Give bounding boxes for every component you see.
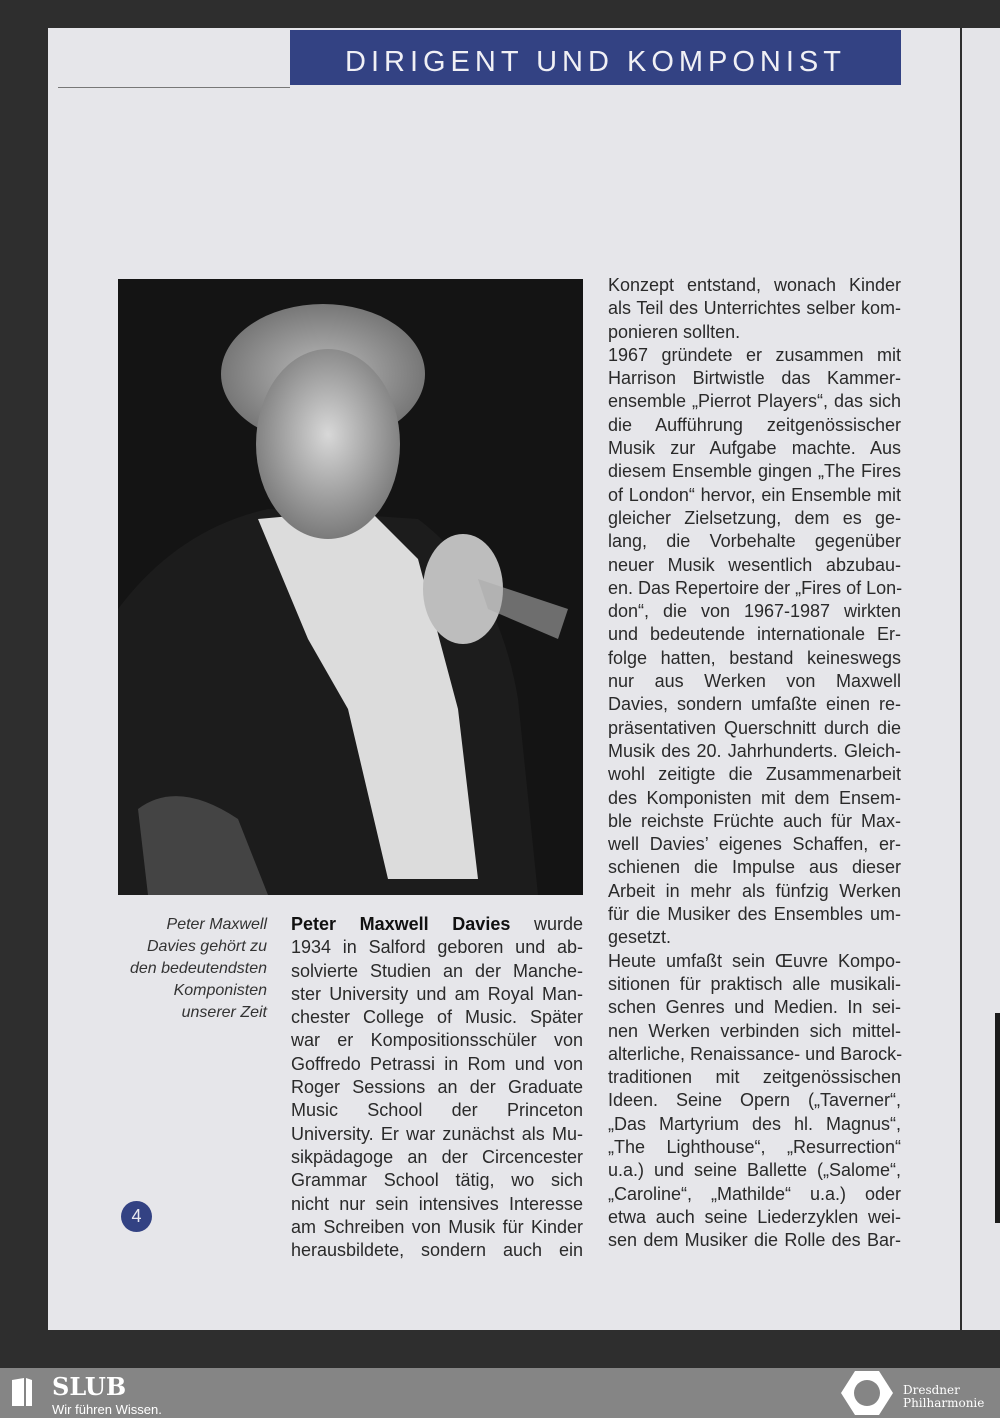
text-line: Musik des 20. Jahrhunderts. Gleich- [608,740,901,761]
text-line: sikpädagoge an der Circencester [291,1146,583,1167]
text-line: sen dem Musiker die Rolle des Bar- [608,1230,901,1251]
caption-line: Peter Maxwell [166,916,267,933]
caption-line: Komponisten [173,982,267,999]
text-line: nur aus Werken von Maxwell [608,671,901,692]
slub-logo-text: SLUB [52,1372,127,1401]
text-line: neuer Musik wesentlich abzubau- [608,554,901,575]
slub-tagline: Wir führen Wissen. [52,1402,162,1417]
text-line: sitionen für praktisch alle musikali- [608,973,901,994]
text-line: ster University und am Royal Man- [291,983,583,1004]
text-line: Roger Sessions an der Graduate [291,1077,583,1098]
text-line: und bedeutende internationale Er- [608,624,901,645]
photo-caption [110,914,267,1024]
name-bold: Peter Maxwell Davies [291,914,511,934]
partner-line: Dresdner [903,1383,960,1397]
header-rule [58,87,290,88]
right-column-text [608,274,901,1252]
text-line: en. Das Repertoire der „Fires of Lon- [608,577,903,598]
text-line: wohl zeitigte die Zusammenarbeit [608,764,901,785]
text-line: des Komponisten mit dem Ensem- [608,787,901,808]
text-line: nicht nur sein intensives Interesse [291,1193,583,1214]
text-line: ensemble „Pierrot Players“, das sich [608,391,901,412]
text-line: Konzept entstand, wonach Kinder [608,275,901,295]
text-line: präsentativen Querschnitt durch die [608,717,901,738]
text-line: herausbildete, sondern auch ein [291,1240,583,1261]
text-line: solvierte Studien an der Manche- [291,960,583,981]
text-line: schienen die Impulse aus dieser [608,857,901,878]
text-line: folge hatten, bestand keineswegs [608,647,901,668]
text-line: Ideen. Seine Opern („Taverner“, [608,1090,901,1111]
text-line: am Schreiben von Musik für Kinder [291,1216,583,1237]
caption-line: Davies gehört zu [146,938,267,955]
text-line: gleicher Zielsetzung, dem es ge- [608,507,901,528]
text-line: traditionen mit zeitgenössischen [608,1067,901,1088]
text-line: University. Er war zunächst als Mu- [291,1123,583,1144]
adjacent-page-edge [962,28,1000,1330]
text-line: alterliche, Renaissance- und Barock- [608,1043,903,1064]
text-line: etwa auch seine Liederzyklen wei- [608,1206,901,1227]
partner-line: Philharmonie [903,1396,985,1410]
text-line: ble reichste Früchte auch für Max- [608,810,901,831]
text-line: für die Musiker des Ensembles um- [608,904,901,925]
footer-bar [0,1368,1000,1418]
text-line: Goffredo Petrassi in Rom und von [291,1053,583,1074]
text-line [291,913,583,936]
text-line: gesetzt. [608,927,672,948]
text-line: Grammar School tätig, wo sich [291,1170,583,1191]
section-title: DIRIGENT UND KOMPONIST [345,46,846,78]
caption-line: unserer Zeit [181,1004,267,1021]
text-line: Musik zur Aufgabe machte. Aus [608,438,901,459]
text-line: chester College of Music. Später [291,1007,583,1028]
sunburst-logo-icon [840,1370,894,1416]
page-edge-mark [995,1013,1000,1223]
text-line: lang, die Vorbehalte gegenüber [608,531,901,552]
text-line: diesem Ensemble gingen „The Fires [608,461,901,482]
text-line: „The Lighthouse“, „Resurrection“ [608,1136,901,1157]
text-line: die Aufführung zeitgenössischer [608,414,901,435]
text-line: 1934 in Salford geboren und ab- [291,937,583,958]
page-number: 4 [121,1201,152,1232]
text-line: 1967 gründete er zusammen mit [608,344,901,365]
text-line: Arbeit in mehr als fünfzig Werken [608,880,901,901]
section-header [290,30,901,85]
text-line: als Teil des Unterrichtes selber kom- [608,298,901,319]
lead-rest: wurde [510,914,583,934]
caption-line: den bedeutendsten [129,960,267,977]
text-line: Davies, sondern umfaßte einen re- [608,694,901,715]
partner-name [903,1384,984,1410]
text-line: Harrison Birtwistle das Kammer- [608,368,901,389]
text-line: Music School der Princeton [291,1100,583,1121]
book-icon [10,1376,36,1408]
text-line: Heute umfaßt sein Œuvre Kompo- [608,950,901,971]
text-line: war er Kompositionsschüler von [291,1030,583,1051]
text-line: don“, die von 1967-1987 wirkten [608,601,901,622]
text-line: well Davies’ eigenes Schaffen, er- [608,834,901,855]
middle-column-text [291,913,583,1262]
text-line: of London“ hervor, ein Ensemble mit [608,484,901,505]
portrait-photo [118,279,583,895]
text-line: schen Genres und Medien. In sei- [608,997,901,1018]
text-line: „Das Martyrium des hl. Magnus“, [608,1113,901,1134]
text-line: u.a.) und seine Ballette („Salome“, [608,1160,901,1181]
text-line: nen Werken verbinden sich mittel- [608,1020,901,1041]
text-line: ponieren sollten. [608,321,741,342]
text-line: „Caroline“, „Mathilde“ u.a.) oder [608,1183,901,1204]
